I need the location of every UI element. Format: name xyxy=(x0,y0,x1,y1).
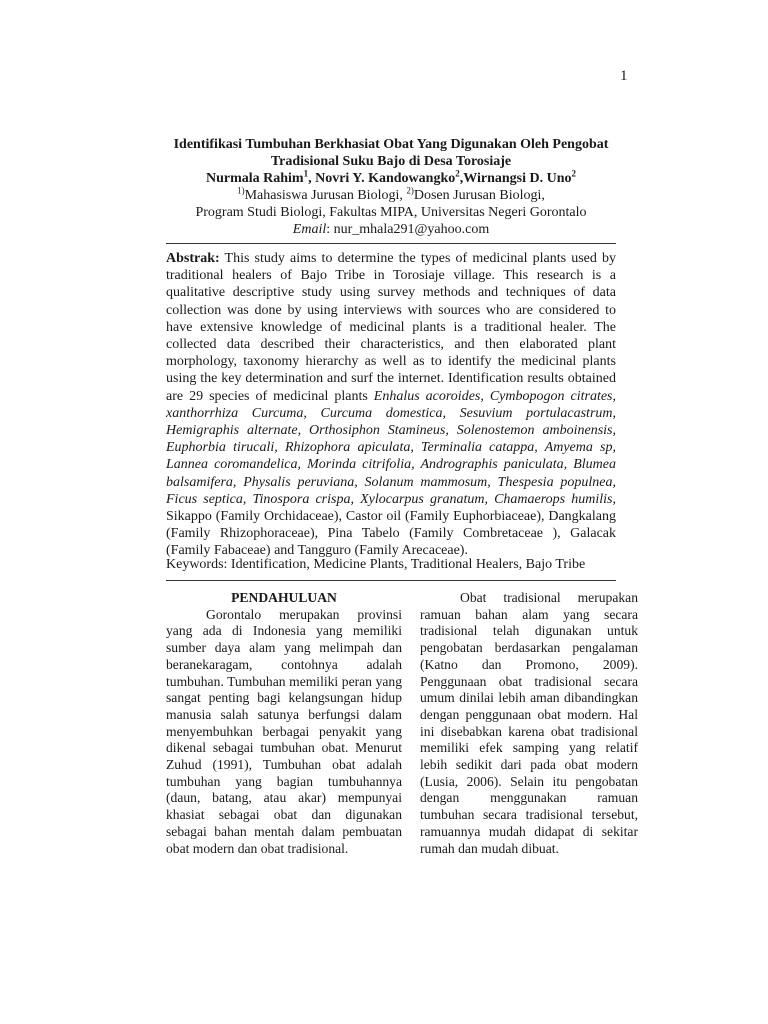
keywords: Keywords: Identification, Medicine Plants, Traditional Healers, Bajo Tribe xyxy=(166,557,586,572)
abstract-species: Enhalus acoroides, Cymbopogon citrates, xanthorrhiza Curcuma, Curcuma domestica, Sesuvium portulacastrum, Hemigraphis alternate, Orthosiphon Stamineus, Solenostemon amboinensis, Euphorbia tirucali, Rhizophora apiculata, Terminalia catappa, Amyema sp, Lannea coromandelica, Morinda citrifolia, Andrographis paniculata, Blumea balsamifera, Physalis peruviana, Solanum mammosum, Thespesia populnea, Ficus septica, Tinospora crispa, Xylocarpus granatum, Chamaerops humilis, xyxy=(166,388,616,507)
author-name: Wirnangsi D. Uno xyxy=(463,171,572,186)
author-list: Nurmala Rahim$^1$, Novri Y. Kandowangko$^2$,Wirnangsi D. Uno$^2$ xyxy=(205,168,577,186)
left-paragraph: Gorontalo merupakan provinsi yang ada di Indonesia yang memiliki sumber daya alam yang melimpah dan beranekaragam, contohnya adalah tumbuhan. Tumbuhan memiliki peran yang sangat penting bagi kelangsungan hidup manusia salah satunya berfungsi dalam menyembuhkan berbagai penyakit yang dikenal sebagai tumbuhan obat. Menurut Zuhud (1991), Tumbuhan obat adalah tumbuhan yang bagian tumbuhannya (daun, batang, atau akar) mempunyai khasiat sebagai obat dan digunakan sebagai bahan mentah dalam pembuatan obat modern dan obat tradisional. xyxy=(166,606,402,856)
left-column xyxy=(166,590,402,857)
keywords-divider xyxy=(166,580,616,581)
right-paragraph: Obat tradisional merupakan ramuan bahan alam yang secara tradisional telah digunakan untuk pengobatan berdasarkan pengalaman (Katno dan Promono, 2009). Penggunaan obat tradisional secara umum dinilai lebih aman dibandingkan dengan penggunaan obat modern. Hal ini disebabkan karena obat tradisional memiliki efek samping yang relatif lebih sedikit dari pada obat modern (Lusia, 2006). Selain itu pengobatan dengan menggunakan ramuan tumbuhan secara tradisional tersebut, ramuannya mudah didapat di sekitar rumah dan mudah dibuat. xyxy=(420,590,638,856)
abstract-label: Abstrak: xyxy=(166,251,220,266)
author-name: Novri Y. Kandowangko xyxy=(315,171,456,186)
top-divider xyxy=(166,243,616,244)
affil-sup: 2) xyxy=(406,185,414,196)
affiliation-line-1 xyxy=(166,187,616,204)
page-number: 1 xyxy=(620,68,628,84)
abstract-tail: Sikappo (Family Orchidaceae), Castor oil (Family Euphorbiaceae), Dangkalang (Family Rhizophoraceae), Pina Tabelo (Family Combretaceae ), Galacak (Family Fabaceae) and Tangguro (Family Arecaceae). xyxy=(166,509,616,559)
author-name: Nurmala Rahim xyxy=(205,171,304,186)
abstract xyxy=(166,250,616,560)
paper-title: Identifikasi Tumbuhan Berkhasiat Obat Yang Digunakan Oleh Pengobat Tradisional Suku Bajo di Desa Torosiaje xyxy=(173,137,609,169)
right-column xyxy=(420,590,638,857)
email-address: : nur_mhala291@yahoo.com xyxy=(326,222,490,237)
paper-header xyxy=(166,136,616,238)
author-sup: 2 xyxy=(455,168,460,179)
affiliation-line-2: Program Studi Biologi, Fakultas MIPA, Universitas Negeri Gorontalo xyxy=(195,205,587,220)
author-sup: 2 xyxy=(571,168,577,179)
affiliation-text: Dosen Jurusan Biologi, xyxy=(413,188,545,203)
author-sup: 1 xyxy=(303,168,309,179)
section-heading: PENDAHULUAN xyxy=(231,590,337,605)
email-line xyxy=(166,221,616,238)
affiliation-text: Mahasiswa Jurusan Biologi, xyxy=(244,188,407,203)
email-label: Email xyxy=(292,222,327,237)
abstract-text: This study aims to determine the types of medicinal plants used by traditional healers of Bajo Tribe in Torosiaje village. This research is a qualitative descriptive study using survey methods and techniques of data collection was done by using interviews with sources who are considered to have extensive knowledge of medicinal plants is a traditional healer. The collected data described their characteristics, and then elaborated plant morphology, taxonomy hierarchy as well as to identify the medicinal plants using the key determination and surf the internet. Identification results obtained are 29 species of medicinal plants xyxy=(166,251,616,404)
affil-sup: 1) xyxy=(237,185,245,196)
